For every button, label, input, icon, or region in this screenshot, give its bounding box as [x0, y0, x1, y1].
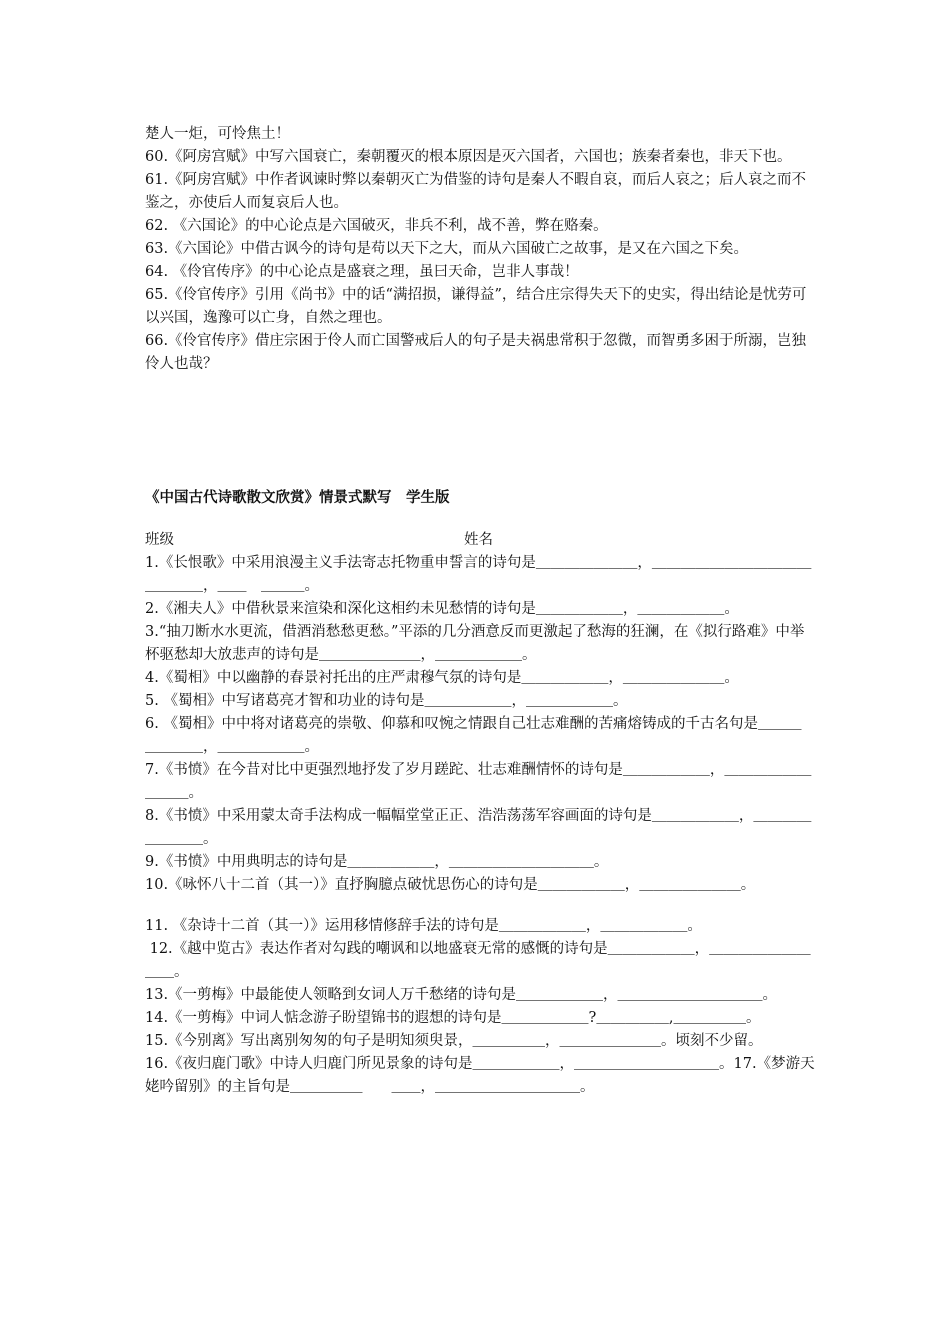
question-item: 2.《湘夫人》中借秋景来渲染和深化这相约未见愁情的诗句是＿＿＿＿＿＿，＿＿＿＿＿＿。	[145, 601, 739, 617]
question-item: 9.《书愤》中用典明志的诗句是＿＿＿＿＿＿，＿＿＿＿＿＿＿＿＿＿。	[145, 854, 609, 870]
text-line: 64. 《伶官传序》的中心论点是盛衰之理，虽曰天命，岂非人事哉！	[145, 264, 579, 280]
text-line: 62. 《六国论》的中心论点是六国破灭，非兵不利，战不善，弊在赂秦。	[145, 218, 608, 234]
questions-part-a	[145, 552, 815, 897]
question-item: 4.《蜀相》中以幽静的春景衬托出的庄严肃穆气氛的诗句是＿＿＿＿＿＿，＿＿＿＿＿＿＿。	[145, 670, 739, 686]
top-section	[145, 123, 815, 376]
text-line: 楚人一炬，可怜焦土！	[145, 126, 290, 142]
question-item: 13.《一剪梅》中最能使人领略到女词人万千愁绪的诗句是＿＿＿＿＿＿，＿＿＿＿＿＿＿＿＿＿。	[145, 987, 778, 1003]
question-item: 8.《书愤》中采用蒙太奇手法构成一幅幅堂堂正正、浩浩荡荡军容画面的诗句是＿＿＿＿＿＿，＿＿＿＿＿＿＿＿。	[145, 808, 812, 847]
document-page	[145, 123, 815, 1099]
text-line: 61.《阿房宫赋》中作者讽谏时弊以秦朝灭亡为借鉴的诗句是秦人不暇自哀，而后人哀之；后人哀之而不鉴之，亦使后人而复哀后人也。	[145, 172, 807, 211]
question-item: 3.“抽刀断水水更流，借酒消愁愁更愁。”平添的几分酒意反而更激起了愁海的狂澜，在《拟行路难》中举杯驱愁却大放悲声的诗句是＿＿＿＿＿＿＿，＿＿＿＿＿＿。	[145, 624, 805, 663]
text-line: 63.《六国论》中借古讽今的诗句是苟以天下之大，而从六国破亡之故事，是又在六国之下矣。	[145, 241, 749, 257]
text-line: 65.《伶官传序》引用《尚书》中的话“满招损，谦得益”，结合庄宗得失天下的史实，得出结论是忧劳可以兴国，逸豫可以亡身，自然之理也。	[145, 287, 807, 326]
question-item: 6. 《蜀相》中中将对诸葛亮的崇敬、仰慕和叹惋之情跟自己壮志难酬的苦痛熔铸成的千古名句是＿＿＿＿＿＿＿，＿＿＿＿＿＿。	[145, 716, 802, 755]
question-item: 14.《一剪梅》中词人惦念游子盼望锦书的遐想的诗句是＿＿＿＿＿＿?＿＿＿＿＿,＿＿＿＿＿。	[145, 1010, 761, 1026]
class-name-line: 班级 姓名	[145, 532, 493, 548]
question-item: 16.《夜归鹿门歌》中诗人归鹿门所见景象的诗句是＿＿＿＿＿＿，＿＿＿＿＿＿＿＿＿＿。17.《梦游天姥吟留别》的主旨句是＿＿＿＿＿ ＿＿，＿＿＿＿＿＿＿＿＿＿。	[145, 1056, 815, 1095]
text-line: 60.《阿房宫赋》中写六国衰亡，秦朝覆灭的根本原因是灭六国者，六国也；族秦者秦也，非天下也。	[145, 149, 792, 165]
section-title: 《中国古代诗歌散文欣赏》情景式默写 学生版	[145, 489, 450, 506]
question-item: 12.《越中览古》表达作者对勾践的嘲讽和以地盛衰无常的感慨的诗句是＿＿＿＿＿＿，＿＿＿＿＿＿＿＿＿。	[145, 941, 811, 980]
question-item: 11. 《杂诗十二首（其一）》运用移情修辞手法的诗句是＿＿＿＿＿＿，＿＿＿＿＿＿。	[145, 918, 702, 934]
text-line: 66.《伶官传序》借庄宗困于伶人而亡国警戒后人的句子是夫祸患常积于忽微，而智勇多困于所溺，岂独伶人也哉？	[145, 333, 807, 372]
question-item: 15.《今别离》写出离别匆匆的句子是明知须臾景，＿＿＿＿＿，＿＿＿＿＿＿＿。顷刻不少留。	[145, 1033, 763, 1049]
question-item: 7.《书愤》在今昔对比中更强烈地抒发了岁月蹉跎、壮志难酬情怀的诗句是＿＿＿＿＿＿，＿＿＿＿＿＿＿＿＿。	[145, 762, 812, 801]
question-item: 10.《咏怀八十二首（其一）》直抒胸臆点破忧思伤心的诗句是＿＿＿＿＿＿，＿＿＿＿＿＿＿。	[145, 877, 756, 893]
question-item: 1.《长恨歌》中采用浪漫主义手法寄志托物重申誓言的诗句是＿＿＿＿＿＿＿，＿＿＿＿＿＿＿＿＿＿＿＿＿＿＿，＿＿ ＿＿＿。	[145, 555, 812, 594]
questions-part-b	[145, 915, 815, 1099]
question-item: 5. 《蜀相》中写诸葛亮才智和功业的诗句是＿＿＿＿＿＿，＿＿＿＿＿＿。	[145, 693, 628, 709]
